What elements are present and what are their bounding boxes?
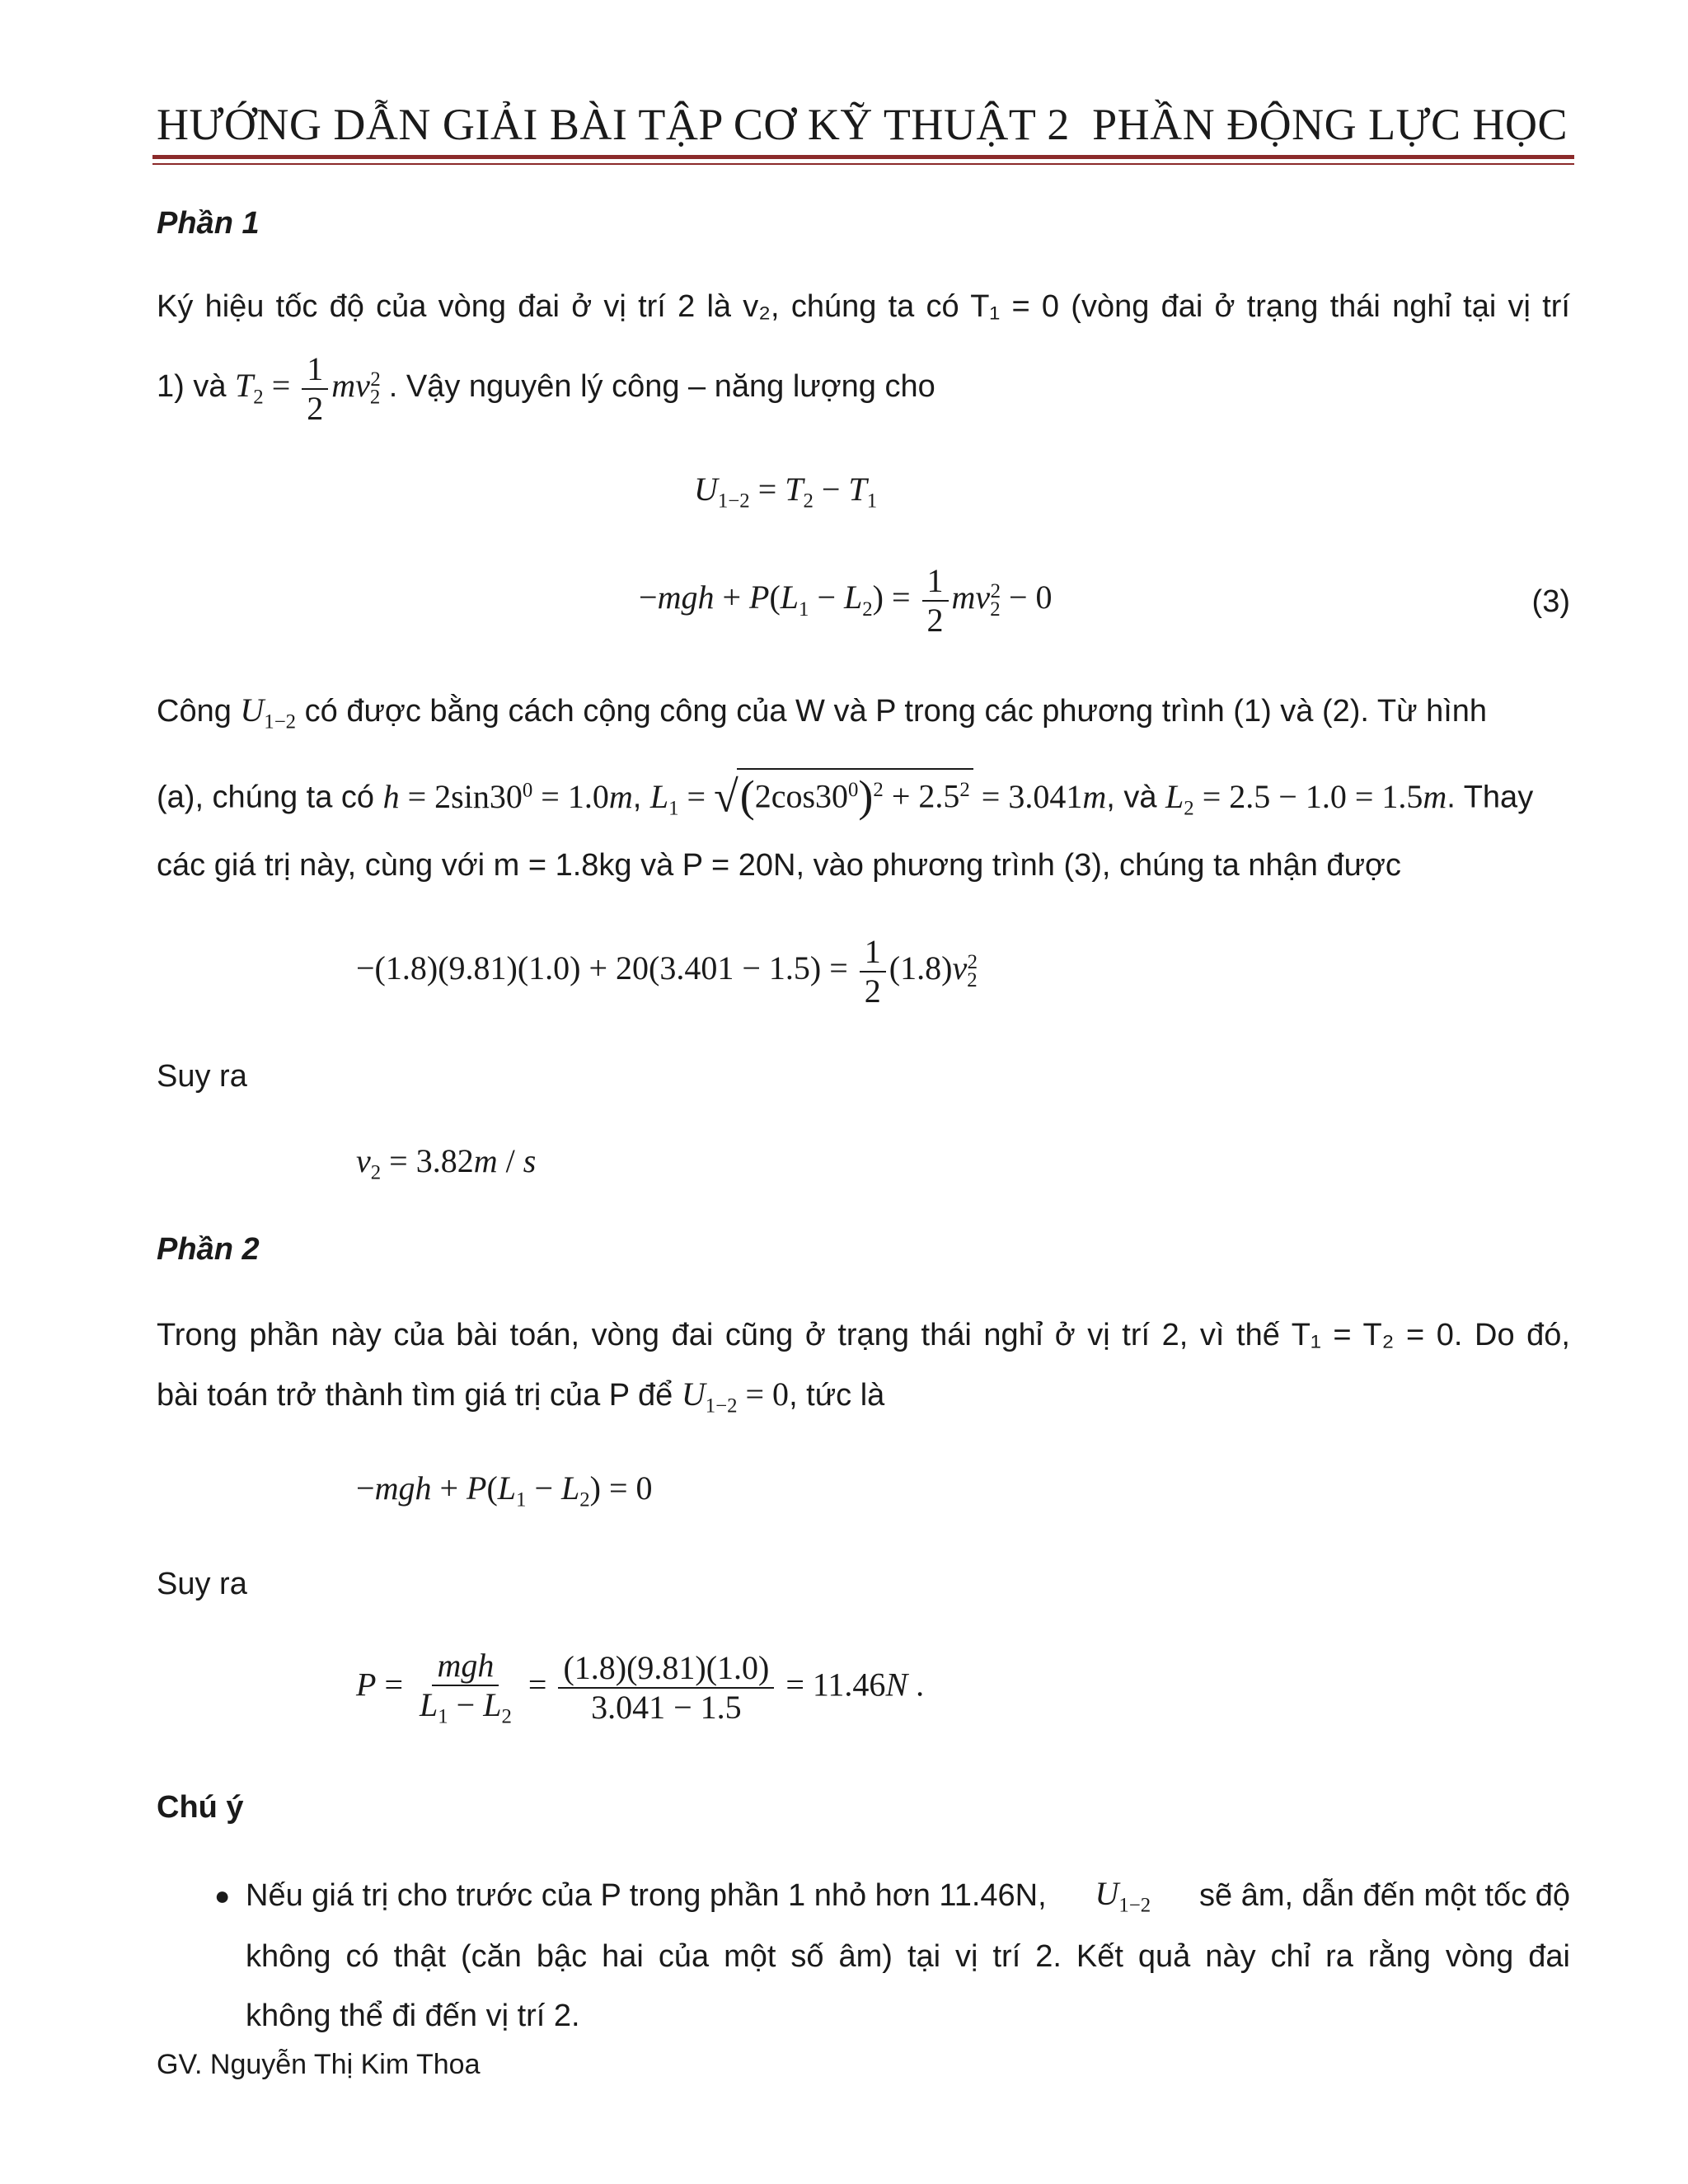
section1-para2-line3: các giá trị này, cùng với m = 1.8kg và P = 20N, vào phương trình (3), chúng ta nhận được [157,848,1401,883]
eq-U12-inline: $U_{1-2}$ [240,691,297,733]
eq-L2-value: $L_2 = 2.5 - 1.0 = 1.5m$ [1165,777,1447,820]
section2-para1-line1: Trong phần này của bài toán, vòng đai cũng ở trạng thái nghỉ ở vị trí 2, vì thế T₁ = T₂ = 0. Do đó, [157,1318,1570,1352]
eq-3-number: (3) [1531,584,1570,619]
eq-T2-definition: $T_2$ = $\frac{1}{2}$ $mv_2^2$ [235,350,381,427]
note-bullet-line1: Nếu giá trị cho trước của P trong phần 1 nhỏ hơn 11.46N, $U_{1-2}$ sẽ âm, dẫn đến một tốc độ [246,1875,1570,1917]
eq-3: $-mgh + P(L_1 - L_2)$ = $\frac{1}{2}$ $mv_2^2 - 0$ [639,562,1053,639]
eq-L1-value: $L_1 = √(2\cos 30^0)^2 + 2.5^2 = 3.041m$ [650,778,1106,815]
header-rule-thin [152,163,1574,165]
section2-para1-line2: bài toán trở thành tìm giá trị của P để $U_{1-2} = 0$, tức là [157,1376,885,1418]
section1-para1-line1: Ký hiệu tốc độ của vòng đai ở vị trí 2 là v₂, chúng ta có T₁ = 0 (vòng đai ở trạng thái nghỉ tại vị trí [157,289,1570,324]
section1-para1-line2: 1) và $T_2$ = $\frac{1}{2}$ $mv_2^2$ . Vậy nguyên lý công – năng lượng cho [157,350,935,427]
section2-heading: Phần 2 [157,1232,260,1267]
header-left-title: HƯỚNG DẪN GIẢI BÀI TẬP CƠ KỸ THUẬT 2 [157,100,1070,149]
eq-P-result: P = $\frac{\text{mgh}}{L_1 - L_2}$ = $\frac{(1.8)(9.81)(1.0)}{3.041 - 1.5}$ = 11.46N . [356,1647,925,1728]
section2-suy-ra: Suy ra [157,1567,247,1601]
section1-para2-line1: Công $U_{1-2}$ có được bằng cách cộng công của W và P trong các phương trình (1) và (2). Từ hình [157,691,1488,733]
eq-work-energy: $U_{1-2} = T_2 - T_1$ [694,471,878,513]
section1-suy-ra: Suy ra [157,1059,247,1094]
eq-U12-zero: $U_{1-2} = 0$ [681,1376,790,1418]
footer-author: GV. Nguyễn Thị Kim Thoa [157,2049,481,2080]
bullet-icon: ● [214,1881,231,1910]
eq-v2-result: $v_2 = 3.82m / s$ [356,1142,537,1184]
note-bullet-line2: không có thật (căn bậc hai của một số âm) tại vị trí 2. Kết quả này chỉ ra rằng vòng đai [246,1939,1570,1974]
section1-para2-line2: (a), chúng ta có $h = 2\sin 30^0 = 1.0m$, $L_1 = √(2\cos 30^0)^2 + 2.5^2 = 3.041m$, và $L_2 = 2.5 - 1.0 = 1.5m$. Thay [157,768,1533,823]
header-rule-thick [152,155,1574,159]
section1-heading: Phần 1 [157,206,260,241]
eq-h-value: $h = 2\sin 30^0 = 1.0m$ [382,777,633,815]
eq-substituted: −(1.8)(9.81)(1.0) + 20(3.401 − 1.5) = $\frac{1}{2}$ $(1.8)v_2^2$ [356,933,978,1010]
note-bullet-line3: không thể đi đến vị trí 2. [246,1999,580,2033]
note-heading: Chú ý [157,1790,244,1825]
header-right-title: PHẦN ĐỘNG LỰC HỌC [1092,100,1568,149]
eq-equilibrium: $-mgh + P(L_1 - L_2) = 0$ [356,1469,653,1511]
eq-U12-note: $U_{1-2}$ [1095,1875,1151,1917]
